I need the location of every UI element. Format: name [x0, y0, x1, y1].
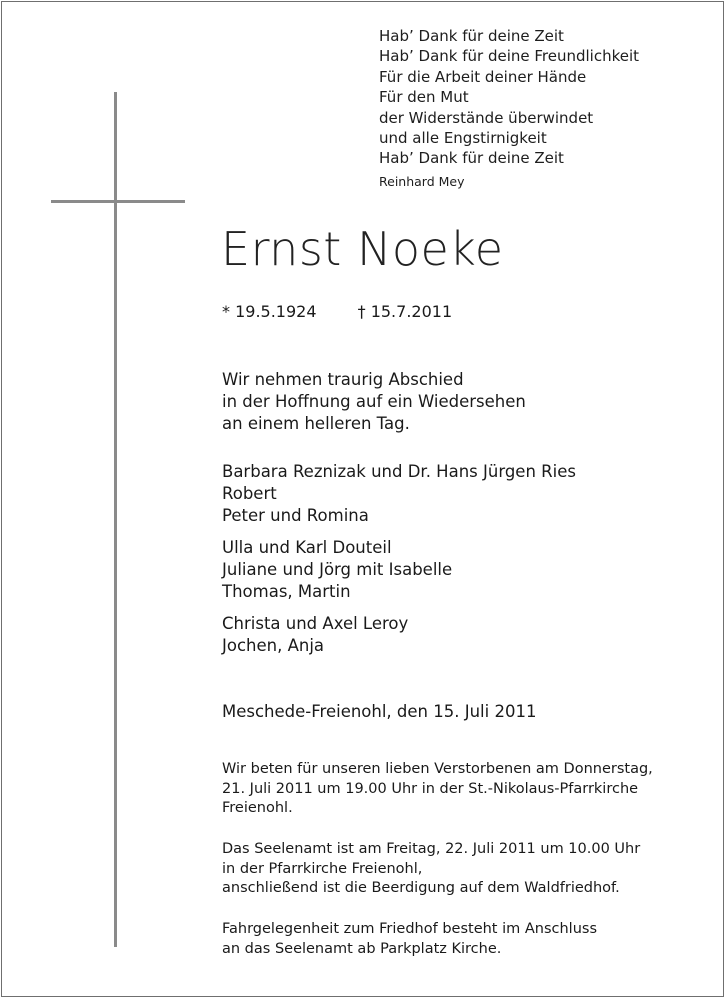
deceased-name: Ernst Noeke [221, 222, 504, 276]
poem-author: Reinhard Mey [379, 173, 465, 189]
service-line: 21. Juli 2011 um 19.00 Uhr in der St.-Nikolaus-Pfarrkirche [222, 780, 639, 797]
cross-icon-bar [51, 200, 185, 203]
mourner-line: Christa und Axel Leroy [222, 614, 409, 633]
transport-line: an das Seelenamt ab Parkplatz Kirche. [222, 940, 502, 957]
mourner-line: Thomas, Martin [222, 582, 351, 601]
farewell-line: Wir nehmen traurig Abschied [222, 370, 464, 389]
requiem-info [222, 840, 640, 899]
mourner-line: Jochen, Anja [222, 636, 325, 655]
service-line: Wir beten für unseren lieben Verstorbenen am Donnerstag, [222, 761, 653, 777]
service-line: Freienohl. [222, 800, 293, 816]
family-group [222, 461, 576, 527]
poem-line: Hab’ Dank für deine Zeit [379, 27, 564, 45]
mourner-line: Ulla und Karl Douteil [222, 538, 392, 557]
poem-line: der Widerstände überwindet [379, 108, 594, 127]
family-group [222, 537, 452, 603]
death-date: † 15.7.2011 [357, 302, 453, 321]
mourner-line: Robert [222, 484, 277, 503]
cross-icon [114, 92, 117, 947]
place-date: Meschede-Freienohl, den 15. Juli 2011 [222, 702, 537, 721]
farewell-line: in der Hoffnung auf ein Wiedersehen [222, 392, 526, 411]
poem [379, 26, 639, 192]
service-info [222, 760, 653, 819]
poem-line: Hab’ Dank für deine Freundlichkeit [379, 47, 640, 66]
requiem-line: in der Pfarrkirche Freienohl, [222, 860, 423, 877]
mourner-line: Barbara Reznizak und Dr. Hans Jürgen Ries [222, 462, 576, 481]
life-dates [222, 302, 452, 321]
farewell-text [222, 369, 526, 435]
transport-line: Fahrgelegenheit zum Friedhof besteht im Anschluss [222, 921, 598, 937]
poem-line: und alle Engstirnigkeit [379, 129, 547, 148]
poem-line: Für die Arbeit deiner Hände [379, 67, 587, 86]
family-group [222, 613, 408, 657]
poem-line: Für den Mut [379, 88, 469, 107]
birth-date: * 19.5.1924 [222, 302, 317, 321]
mourner-line: Peter und Romina [222, 506, 369, 525]
poem-line: Hab’ Dank für deine Zeit [379, 149, 564, 168]
farewell-line: an einem helleren Tag. [222, 414, 410, 433]
requiem-line: Das Seelenamt ist am Freitag, 22. Juli 2011 um 10.00 Uhr [222, 841, 641, 857]
transport-info [222, 920, 597, 959]
mourner-line: Juliane und Jörg mit Isabelle [222, 560, 453, 579]
requiem-line: anschließend ist die Beerdigung auf dem Waldfriedhof. [222, 880, 620, 896]
